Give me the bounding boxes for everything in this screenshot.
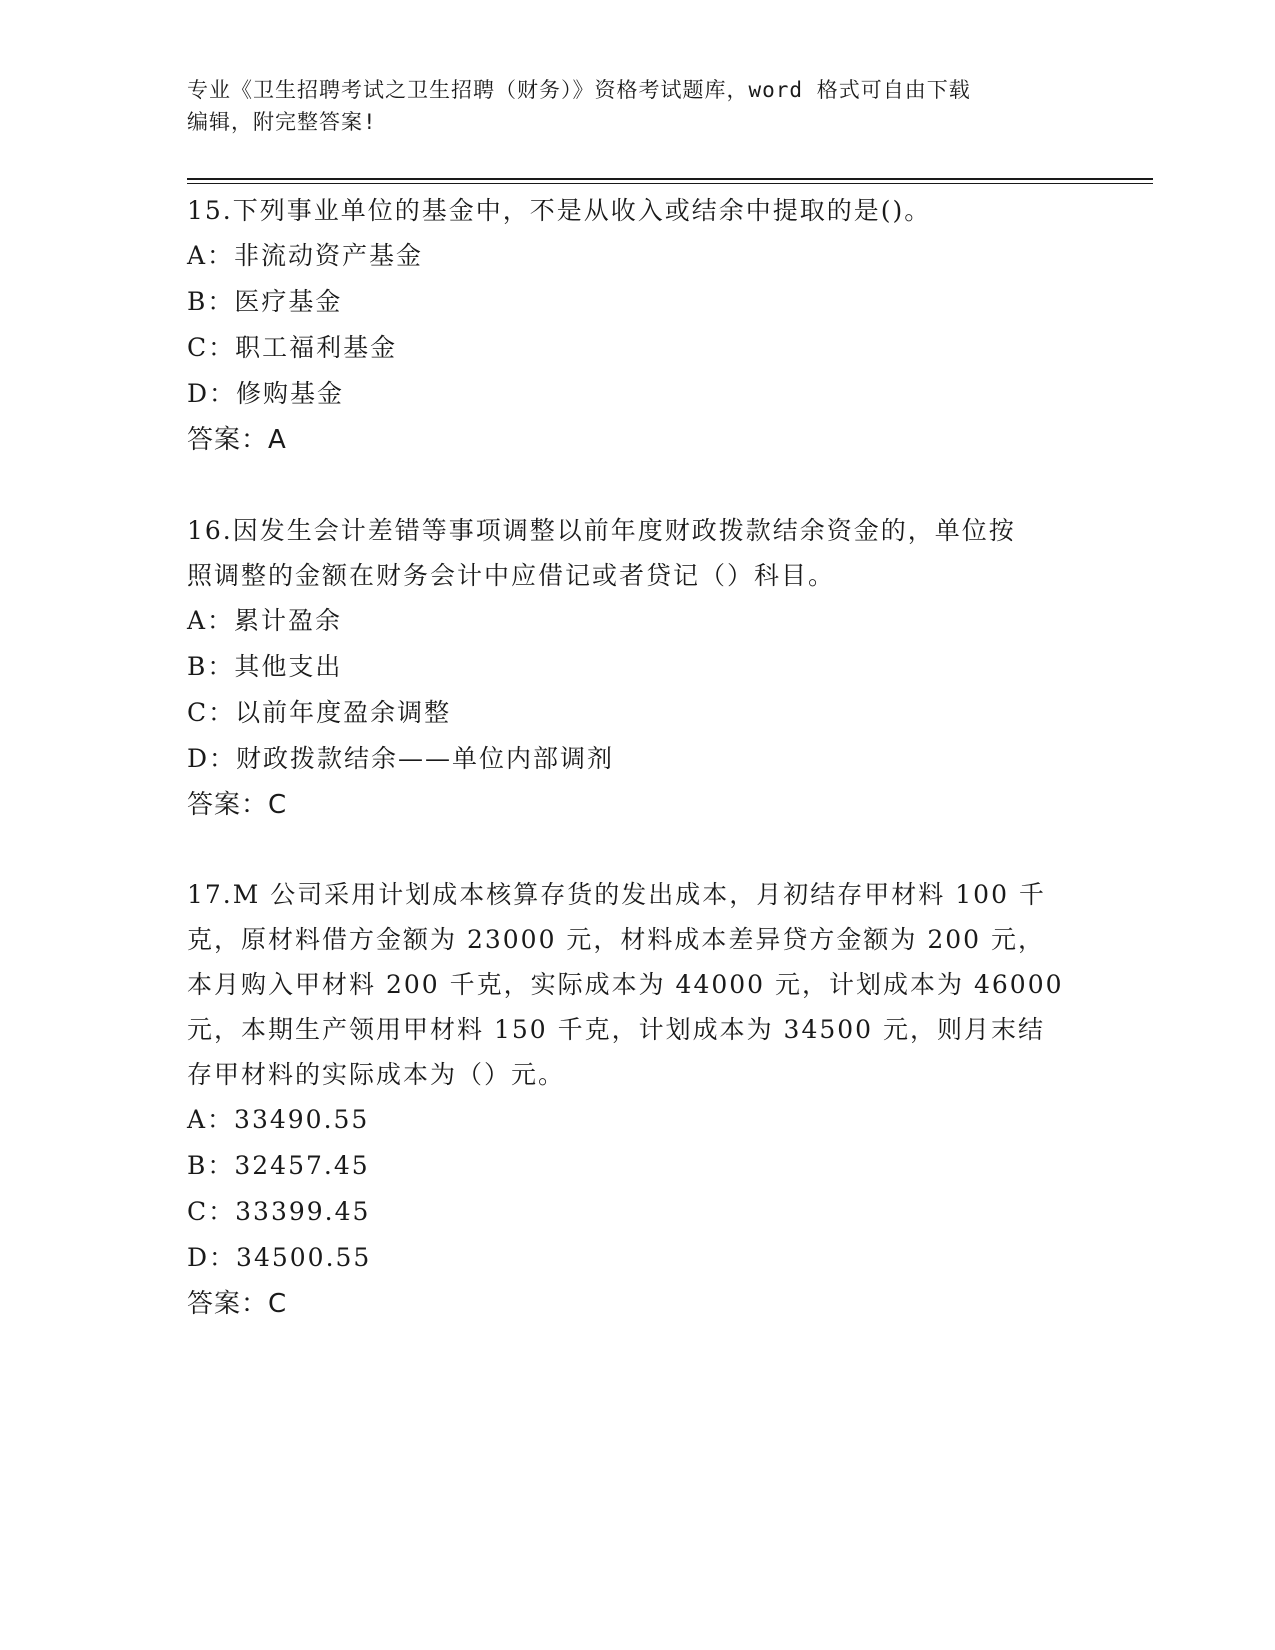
question-text: 本月购入甲材料 200 千克，实际成本为 44000 元，计划成本为 46000 [187, 970, 1064, 999]
answer: 答案：C [187, 1289, 288, 1319]
answer: 答案：A [187, 425, 287, 455]
option-a: A：33490.55 [187, 1105, 370, 1134]
header-divider [187, 178, 1153, 180]
header-line: 专业《卫生招聘考试之卫生招聘（财务）》资格考试题库，word 格式可自由下载 [187, 78, 971, 102]
option-b: B：其他支出 [187, 652, 343, 681]
question-text: 元，本期生产领用甲材料 150 千克，计划成本为 34500 元，则月末结 [187, 1015, 1046, 1044]
question-text: 照调整的金额在财务会计中应借记或者贷记（）科目。 [187, 561, 836, 590]
question-block [187, 508, 1087, 828]
question-text: 16.因发生会计差错等事项调整以前年度财政拨款结余资金的，单位按 [187, 516, 1016, 545]
option-a: A：累计盈余 [187, 606, 343, 635]
option-b: B：医疗基金 [187, 287, 343, 316]
question-text: 15.下列事业单位的基金中，不是从收入或结余中提取的是()。 [187, 196, 932, 225]
option-d: D：修购基金 [187, 379, 345, 408]
option-a: A：非流动资产基金 [187, 241, 424, 270]
option-b: B：32457.45 [187, 1151, 370, 1180]
option-d: D：财政拨款结余——单位内部调剂 [187, 744, 615, 773]
header-line: 编辑，附完整答案! [187, 110, 377, 134]
question-text: 克，原材料借方金额为 23000 元，材料成本差异贷方金额为 200 元， [187, 925, 1046, 954]
option-c: C：33399.45 [187, 1197, 371, 1226]
option-c: C：职工福利基金 [187, 333, 398, 362]
question-text: 17.M 公司采用计划成本核算存货的发出成本，月初结存甲材料 100 千 [187, 880, 1046, 909]
question-block [187, 188, 1087, 463]
question-text: 存甲材料的实际成本为（）元。 [187, 1060, 566, 1089]
document-header [187, 74, 1087, 138]
option-c: C：以前年度盈余调整 [187, 698, 452, 727]
answer: 答案：C [187, 790, 288, 820]
header-divider [187, 183, 1153, 184]
option-d: D：34500.55 [187, 1243, 372, 1272]
question-block [187, 872, 1087, 1327]
